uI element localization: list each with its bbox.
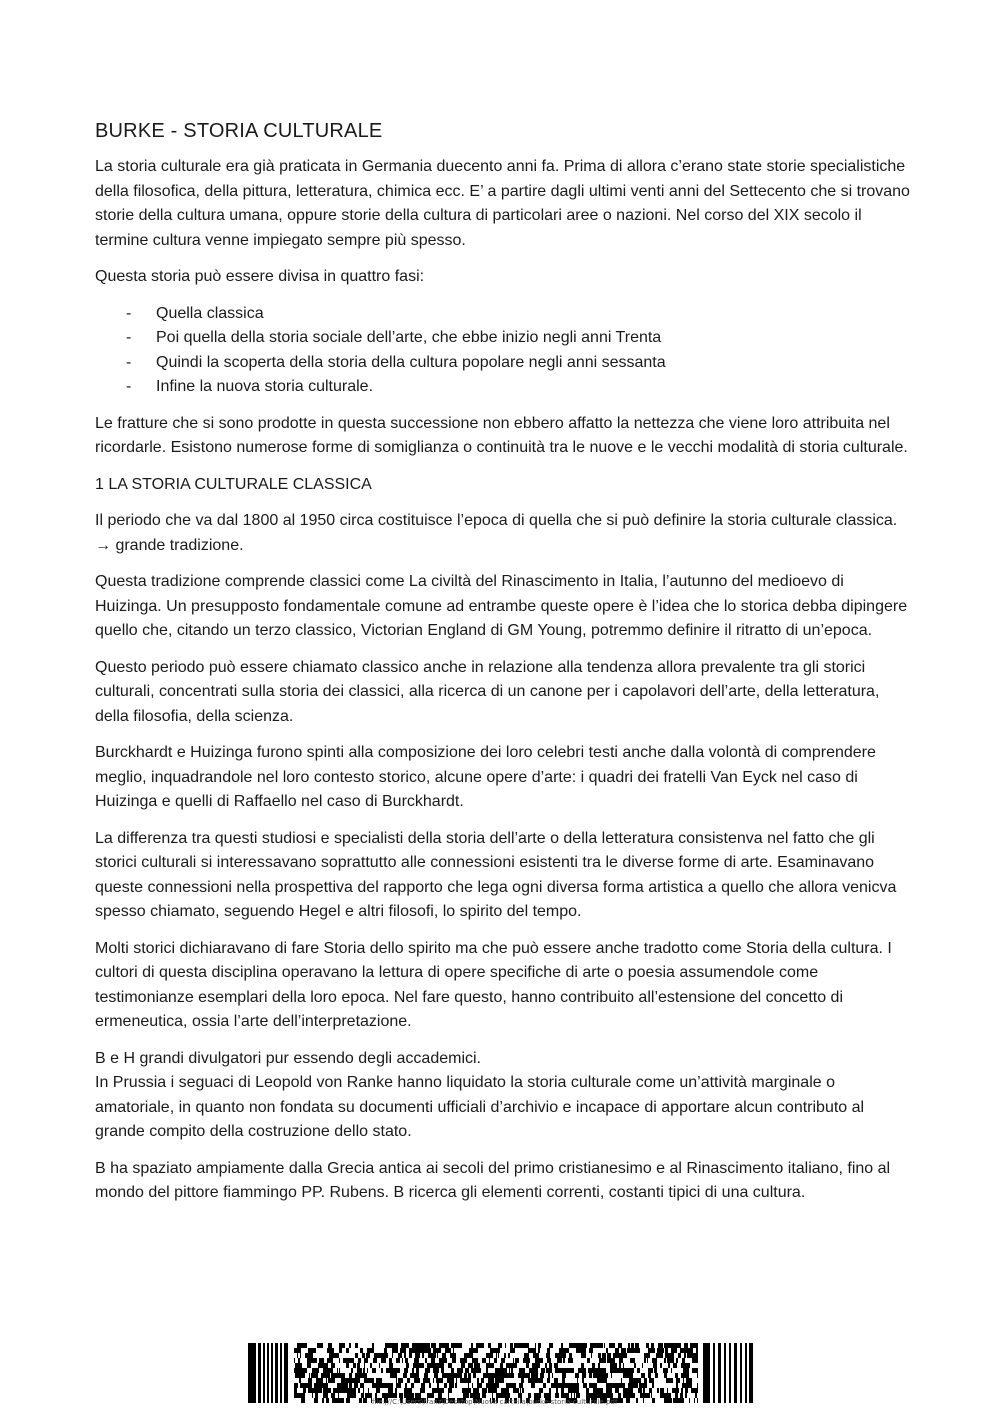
paragraph-divulgatori: B e H grandi divulgatori pur essendo degli accademici. (95, 1049, 481, 1067)
list-item (95, 326, 910, 351)
list-dash: - (126, 329, 132, 346)
document-title: BURKE - STORIA CULTURALE (95, 120, 383, 142)
list-item-text: Infine la nuova storia culturale. (156, 378, 374, 395)
paragraph-b-spaziato: B ha spaziato ampiamente dalla Grecia antica ai secoli del primo cristianesimo e al Rinascimento italiano, fino al mondo del pittore fiammingo PP. Rubens. B ricerca gli elementi correnti, costanti tipici di una cultura. (95, 1159, 891, 1201)
paragraph-burckhardt-huizinga: Burckhardt e Huizinga furono spinti alla composizione dei loro celebri testi anche dalla volontà di comprendere meglio, inquadrandole nel loro contesto storico, alcune opere d’arte: i quadri dei fratelli Van Eyck nel caso di Huizinga e quelli di Raffaello nel caso di Burckhardt. (95, 744, 876, 810)
paragraph-period: Il periodo che va dal 1800 al 1950 circa costituisce l’epoca di quella che si può definire la storia culturale classica. → grande tradizione. (95, 512, 898, 554)
list-item (95, 351, 910, 376)
paragraph-prussia: In Prussia i seguaci di Leopold von Ranke hanno liquidato la storia culturale come un’attività marginale o amatoriale, in quanto non fondata su documenti ufficiali d’archivio e incapace di apportare alcun contributo al grande compito della costruzione dello stato. (95, 1074, 865, 1140)
barcode-graphic (248, 1343, 753, 1403)
file-path-footer: file:///C:\Users\franz\Desktop\Nuova cartella\burke-storia-culturale.pdf (372, 1398, 618, 1406)
paragraph-intro: La storia culturale era già praticata in Germania duecento anni fa. Prima di allora c’erano state storie specialistiche della filosofica, della pittura, letteratura, chimica ecc. E’ a partire dagli ultimi venti anni del Settecento che si trovano storie della cultura umana, oppure storie della cultura di particolari aree o nazioni. Nel corso del XIX secolo il termine cultura venne impiegato sempre più spesso. (95, 158, 910, 249)
list-item-text: Quella classica (156, 304, 264, 322)
list-dash: - (126, 304, 132, 322)
paragraph-tradition: Questa tradizione comprende classici come La civiltà del Rinascimento in Italia, l’autunno del medioevo di Huizinga. Un presupposto fondamentale comune ad entrambe queste opere è l’idea che lo storica debba dipingere quello che, citando un terzo classico, Victorian England di GM Young, potremmo definire il ritratto di un’epoca. (95, 573, 908, 639)
paragraph-spirit: Molti storici dichiaravano di fare Storia dello spirito ma che può essere anche tradotto come Storia della cultura. I cultori di questa disciplina operavano la lettura di opere specifiche di arte o poesia assumendole come testimonianze esemplari della loro epoca. Nel fare questo, hanno contribuito all’estensione del concetto di ermeneutica, ossia l’arte dell’interpretazione. (95, 939, 892, 1030)
list-item-text: Quindi la scoperta della storia della cultura popolare negli anni sessanta (156, 353, 666, 371)
list-dash: - (126, 378, 132, 395)
list-item (95, 375, 910, 400)
paragraph-difference: La differenza tra questi studiosi e specialisti della storia dell’arte o della letteratura consistenva nel fatto che gli storici culturali si interessavano soprattutto alle connessioni esistenti tra le diverse forme di arte. Esaminavano queste connessioni nella prospettiva del rapporto che lega ogni diversa forma artistica a quello che allora venicva spesso chiamato, seguendo Hegel e altri filosofi, lo spirito del tempo. (95, 829, 897, 920)
paragraph-classic: Questo periodo può essere chiamato classico anche in relazione alla tendenza allora prevalente tra gli storici culturali, concentrati sulla storia dei classici, alla ricerca di un canone per i capolavori dell’arte, della letteratura, della filosofia, della scienza. (95, 658, 880, 725)
phases-list (95, 302, 910, 400)
paragraph-fractures: Le fratture che si sono prodotte in questa successione non ebbero affatto la nettezza che viene loro attribuita nel ricordarle. Esistono numerose forme di somiglianza o continuità tra le nuove e le vecchi modalità di storia culturale. (95, 414, 908, 456)
list-item-text: Poi quella della storia sociale dell’arte, che ebbe inizio negli anni Trenta (156, 329, 662, 346)
barcode (248, 1343, 753, 1405)
paragraph-phases-intro: Questa storia può essere divisa in quattro fasi: (95, 268, 425, 285)
list-dash: - (126, 353, 132, 371)
section-heading: 1 LA STORIA CULTURALE CLASSICA (95, 475, 372, 493)
list-item (95, 302, 910, 327)
document-page (95, 120, 910, 1218)
